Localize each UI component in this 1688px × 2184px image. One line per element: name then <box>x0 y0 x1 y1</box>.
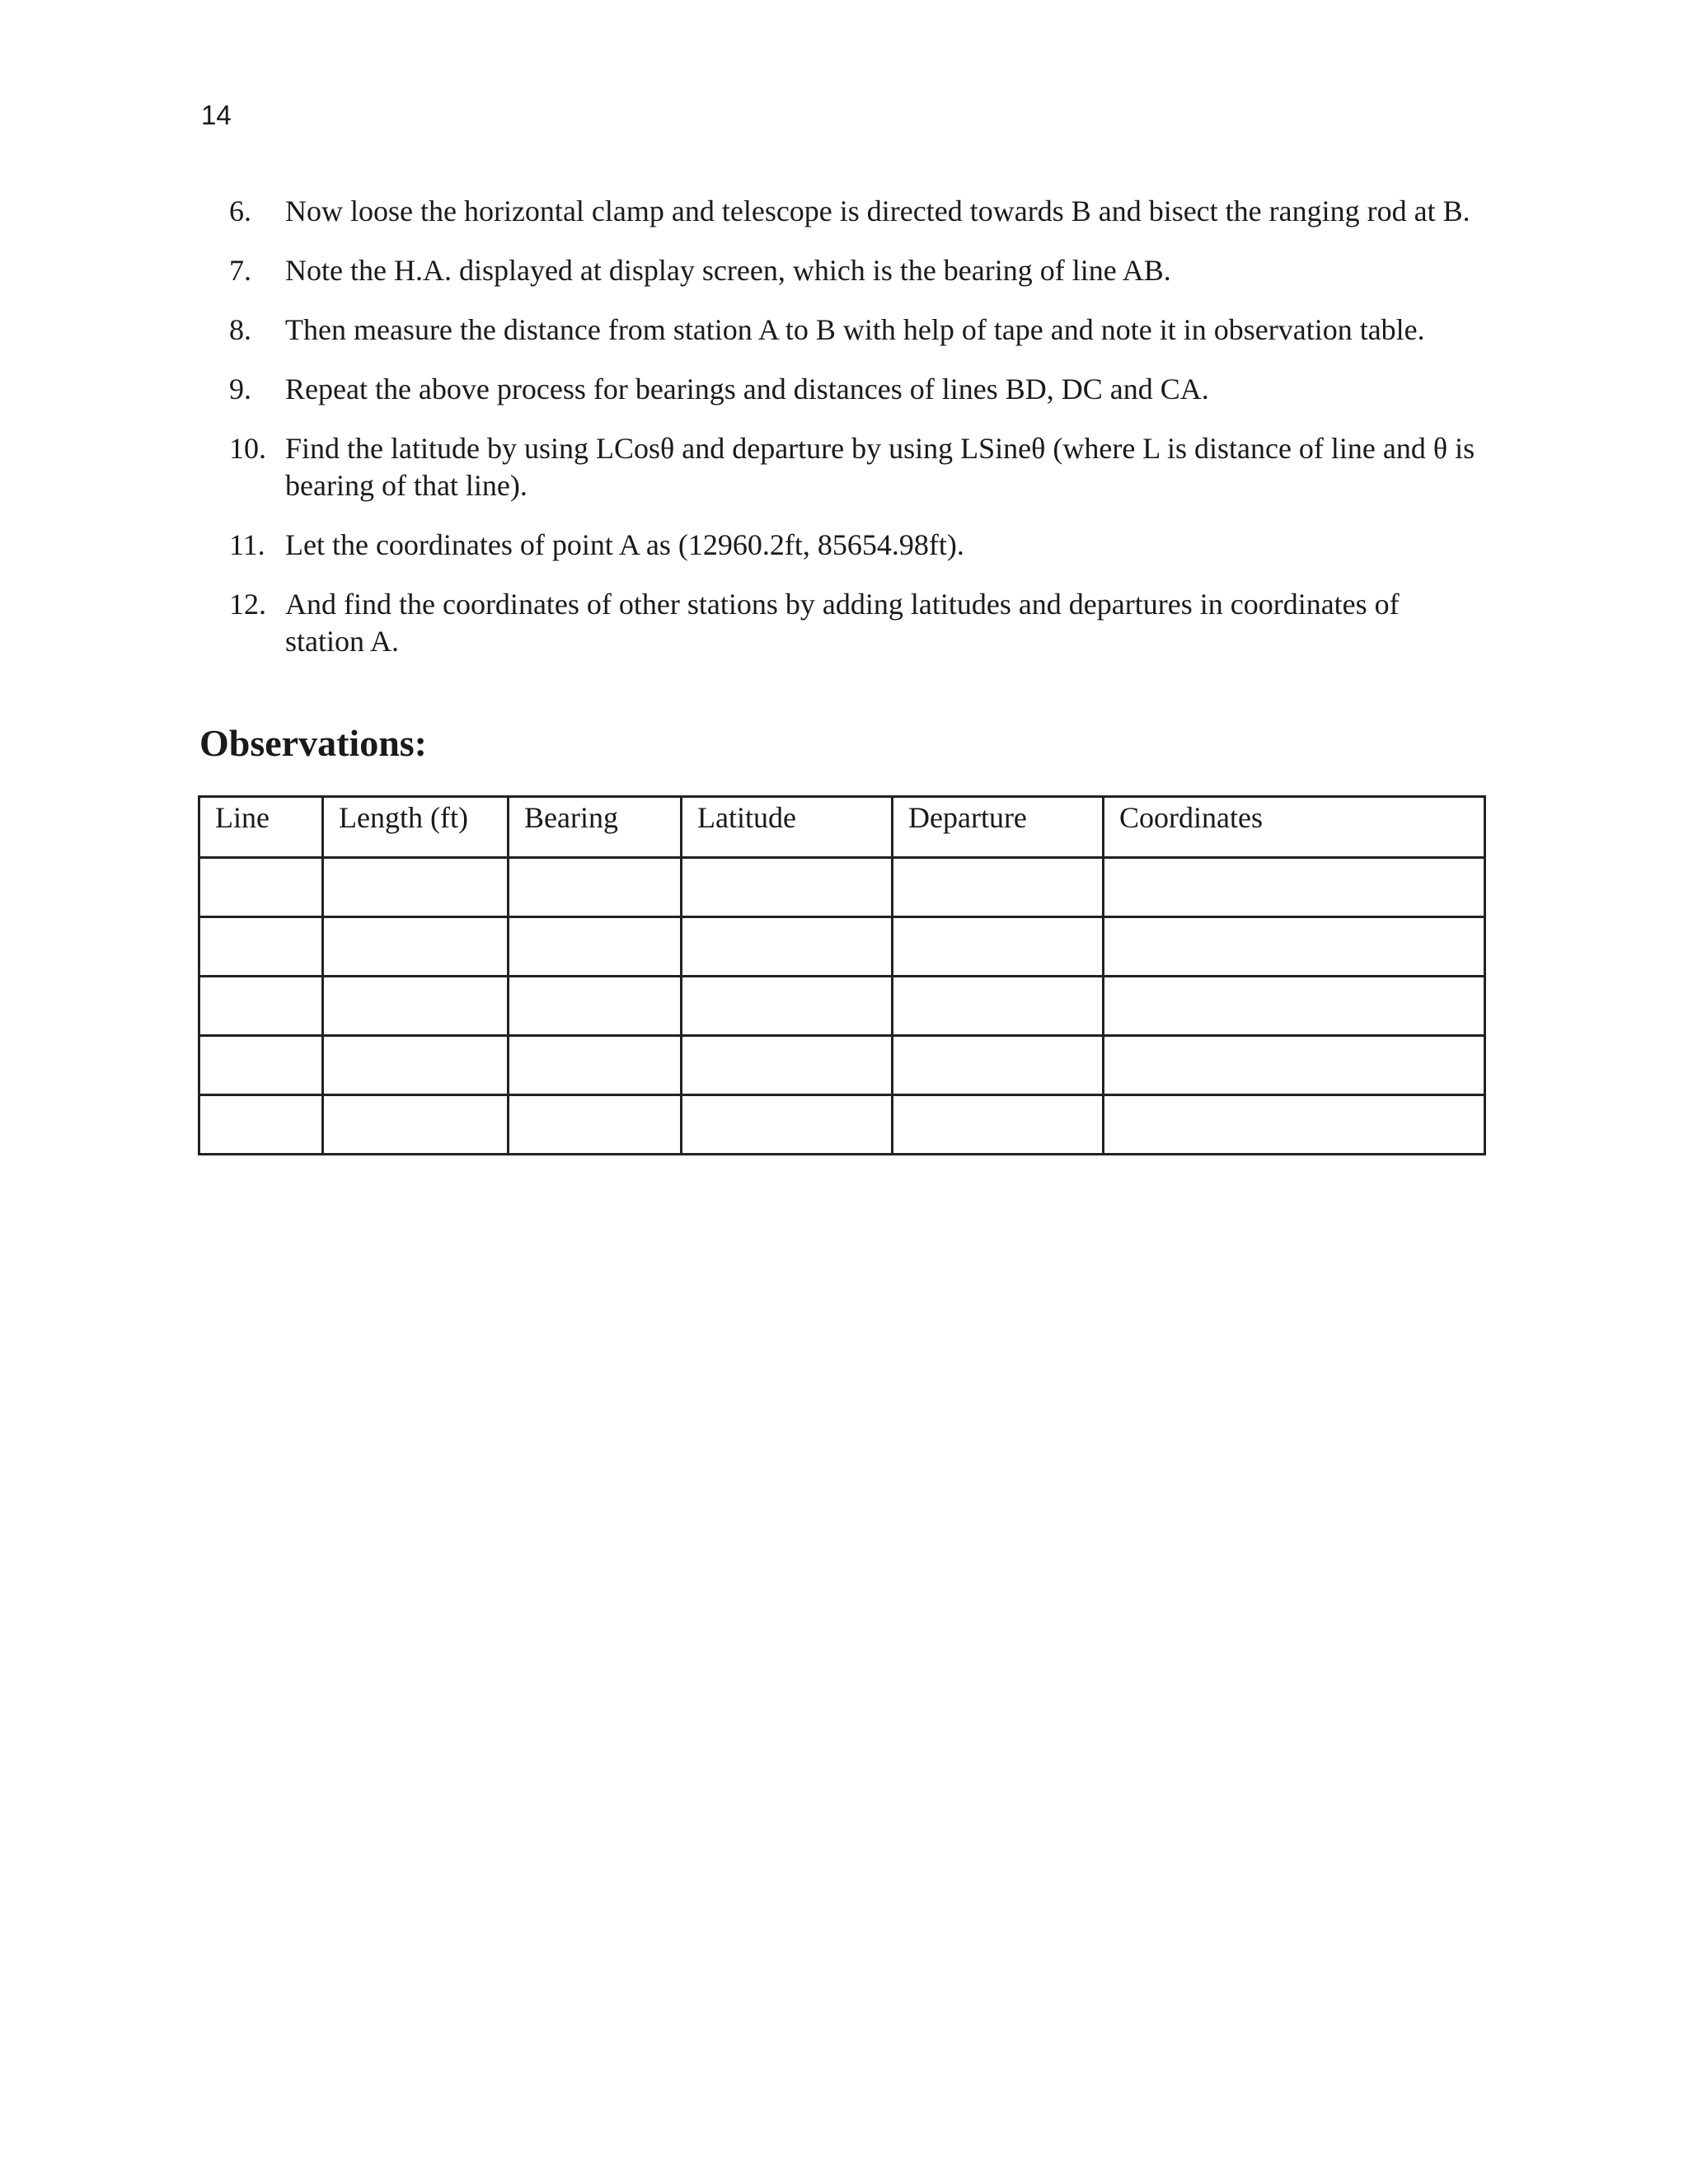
step-text: Now loose the horizontal clamp and telescope is directed towards B and bisect the ranging rod at B. <box>285 194 1470 227</box>
table-cell <box>199 917 323 977</box>
table-cell <box>893 1095 1104 1155</box>
step-text: Repeat the above process for bearings and distances of lines BD, DC and CA. <box>285 373 1209 405</box>
column-header-coordinates: Coordinates <box>1104 797 1485 858</box>
column-header-latitude: Latitude <box>682 797 893 858</box>
table-cell <box>682 977 893 1036</box>
table-cell <box>893 977 1104 1036</box>
page-number: 14 <box>201 100 232 130</box>
procedure-step <box>229 371 1482 408</box>
table-row <box>199 858 1485 917</box>
procedure-step <box>229 527 1482 564</box>
table-cell <box>893 858 1104 917</box>
procedure-step <box>229 312 1482 349</box>
table-cell <box>682 858 893 917</box>
table-cell <box>1104 1036 1485 1095</box>
procedure-step <box>229 252 1482 289</box>
table-cell <box>1104 917 1485 977</box>
table-header-row <box>199 797 1485 858</box>
step-text: Find the latitude by using LCosθ and departure by using LSineθ (where L is distance of line and θ is bearing of that line). <box>285 432 1475 502</box>
step-number: 12. <box>229 588 266 621</box>
step-number: 10. <box>229 432 266 465</box>
table-cell <box>1104 1095 1485 1155</box>
table-row <box>199 977 1485 1036</box>
step-text: And find the coordinates of other stations by adding latitudes and departures in coordinates of station A. <box>285 588 1400 658</box>
step-number: 8. <box>229 313 251 346</box>
table-cell <box>199 1036 323 1095</box>
table-cell <box>682 917 893 977</box>
column-header-departure: Departure <box>893 797 1104 858</box>
procedure-step <box>229 586 1482 660</box>
procedure-steps <box>229 193 1482 682</box>
table-cell <box>1104 858 1485 917</box>
column-header-bearing: Bearing <box>509 797 682 858</box>
step-number: 6. <box>229 194 251 227</box>
table-cell <box>509 917 682 977</box>
table-cell <box>682 1036 893 1095</box>
column-header-length: Length (ft) <box>323 797 509 858</box>
table-cell <box>323 1036 509 1095</box>
table-cell <box>199 977 323 1036</box>
table-row <box>199 1095 1485 1155</box>
procedure-step <box>229 430 1482 504</box>
table-cell <box>323 1095 509 1155</box>
table-row <box>199 1036 1485 1095</box>
table-row <box>199 917 1485 977</box>
step-text: Note the H.A. displayed at display screen, which is the bearing of line AB. <box>285 254 1171 287</box>
column-header-line: Line <box>199 797 323 858</box>
table-cell <box>323 977 509 1036</box>
table-cell <box>509 977 682 1036</box>
step-text: Let the coordinates of point A as (12960.2ft, 85654.98ft). <box>285 528 964 561</box>
table-cell <box>199 1095 323 1155</box>
step-number: 11. <box>229 528 265 561</box>
step-number: 9. <box>229 373 251 405</box>
table-cell <box>1104 977 1485 1036</box>
table-cell <box>199 858 323 917</box>
table-cell <box>323 917 509 977</box>
table-cell <box>893 917 1104 977</box>
step-number: 7. <box>229 254 251 287</box>
table-cell <box>509 1095 682 1155</box>
table-cell <box>682 1095 893 1155</box>
table-cell <box>509 1036 682 1095</box>
table-cell <box>509 858 682 917</box>
observation-table <box>198 795 1486 1155</box>
step-text: Then measure the distance from station A to B with help of tape and note it in observation table. <box>285 313 1425 346</box>
observations-heading: Observations: <box>199 722 427 764</box>
table-cell <box>323 858 509 917</box>
procedure-step <box>229 193 1482 230</box>
table-cell <box>893 1036 1104 1095</box>
